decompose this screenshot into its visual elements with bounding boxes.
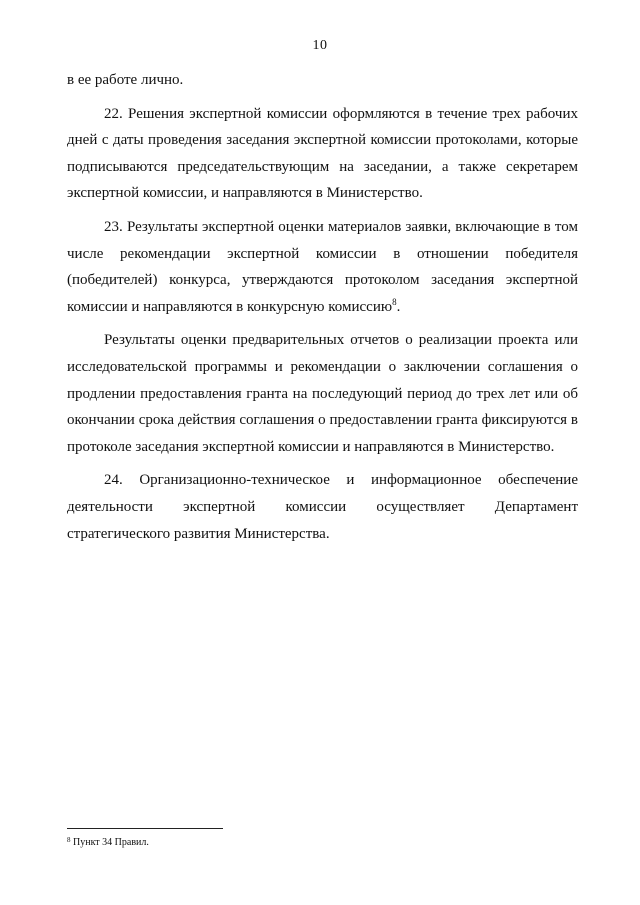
paragraph-22: 22. Решения экспертной комиссии оформляются в течение трех рабочих дней с даты проведения заседания экспертной комиссии протоколами, которые подписываются председательствующим на заседании, а также секретарем экспертной комиссии, и направляются в Министерство.	[67, 105, 578, 202]
footnote-mark: 8	[67, 836, 71, 844]
paragraph-23	[67, 214, 578, 320]
paragraph-23-text: 23. Результаты экспертной оценки материалов заявки, включающие в том числе рекомендации экспертной комиссии в отношении победителя (победителей) конкурса, утверждаются протоколом заседания экспертной комиссии и направляются в конкурсную комиссию	[67, 218, 578, 315]
footnote-text: Пункт 34 Правил.	[73, 837, 149, 848]
footnote	[67, 836, 149, 849]
page-number: 10	[312, 38, 328, 53]
paragraph-23-end: .	[396, 298, 401, 315]
footnote-reference-8: 8	[392, 296, 397, 307]
footnote-separator	[67, 828, 223, 829]
paragraph-24: 24. Организационно-техническое и информационное обеспечение деятельности экспертной комиссии осуществляет Департамент стратегического развития Министерства.	[67, 472, 578, 542]
paragraph-carryover: в ее работе лично.	[67, 72, 184, 88]
document-body	[67, 67, 578, 547]
paragraph-results: Результаты оценки предварительных отчетов о реализации проекта или исследовательской программы и рекомендации о заключении соглашения о продлении предоставления гранта на последующий период до трех лет или об окончании срока действия соглашения о предоставлении гранта фиксируются в протоколе заседания экспертной комиссии и направляются в Министерство.	[67, 332, 578, 455]
